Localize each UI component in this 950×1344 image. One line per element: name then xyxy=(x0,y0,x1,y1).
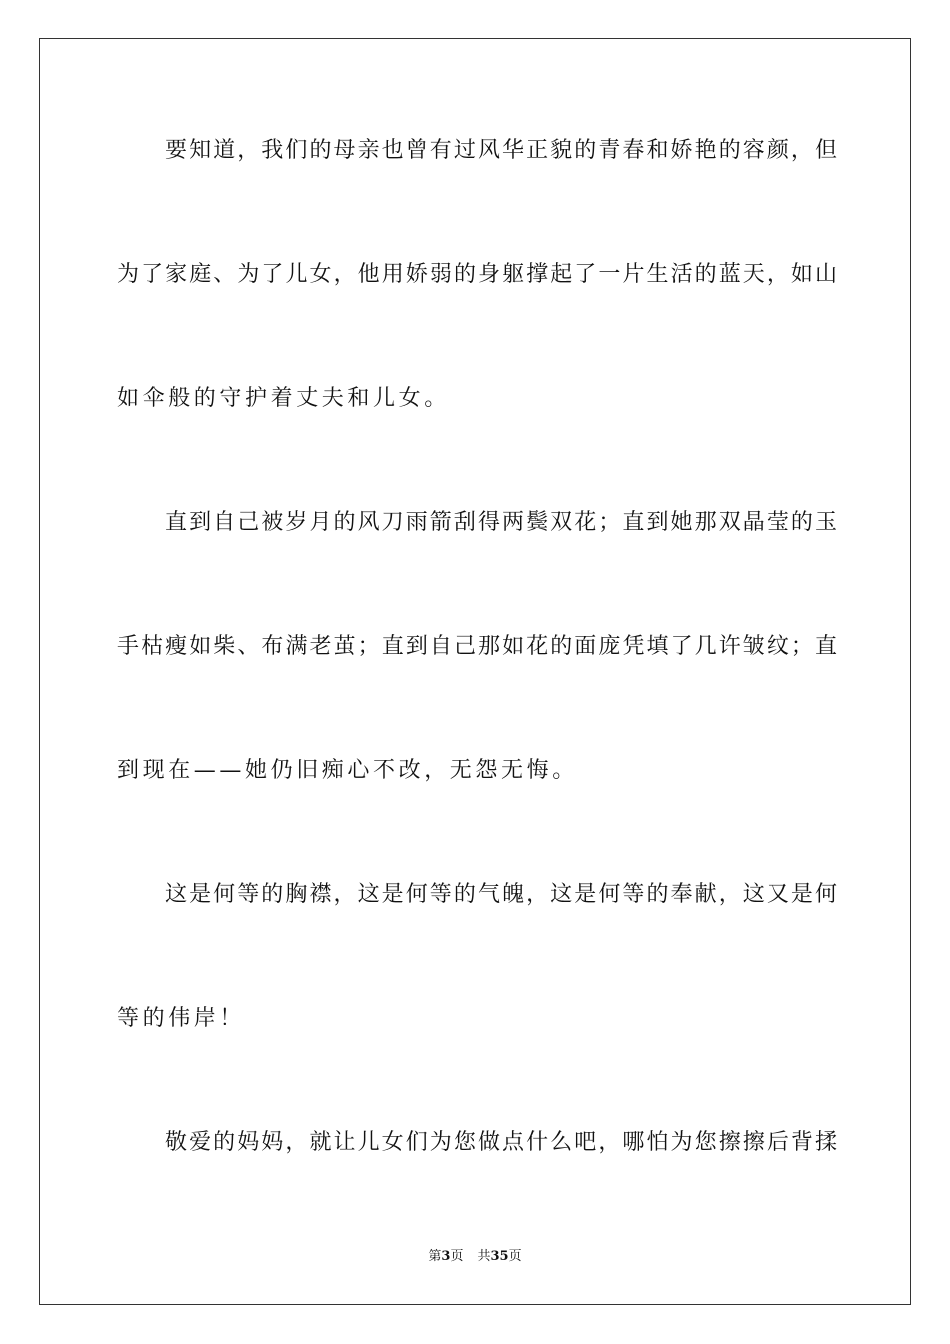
footer-page-number: 3 xyxy=(441,1249,451,1264)
page-border xyxy=(39,38,911,1305)
paragraph-4-line-1: 敬爱的妈妈，就让儿女们为您做点什么吧，哪怕为您擦擦后背揉 xyxy=(165,1130,837,1155)
paragraph-2-line-3: 到现在——她仍旧痴心不改，无怨无悔。 xyxy=(117,758,578,783)
footer-page-prefix: 第 xyxy=(428,1249,442,1264)
paragraph-3-line-1: 这是何等的胸襟，这是何等的气魄，这是何等的奉献，这又是何 xyxy=(165,882,837,907)
paragraph-1-line-3: 如伞般的守护着丈夫和儿女。 xyxy=(117,386,450,411)
paragraph-2-line-2: 手枯瘦如柴、布满老茧；直到自己那如花的面庞凭填了几许皱纹；直 xyxy=(117,634,837,659)
footer-page-suffix: 页 xyxy=(450,1249,464,1264)
paragraph-1-line-2: 为了家庭、为了儿女，他用娇弱的身躯撑起了一片生活的蓝天，如山 xyxy=(117,262,837,287)
page-footer xyxy=(0,1248,950,1266)
paragraph-2-line-1: 直到自己被岁月的风刀雨箭刮得两鬓双花；直到她那双晶莹的玉 xyxy=(165,510,837,535)
footer-total-suffix: 页 xyxy=(508,1249,522,1264)
paragraph-3-line-2: 等的伟岸！ xyxy=(117,1006,246,1031)
paragraph-1-line-1: 要知道，我们的母亲也曾有过风华正貌的青春和娇艳的容颜，但 xyxy=(165,138,837,163)
footer-total-prefix: 共 xyxy=(477,1249,491,1264)
footer-total-pages: 35 xyxy=(490,1249,509,1264)
